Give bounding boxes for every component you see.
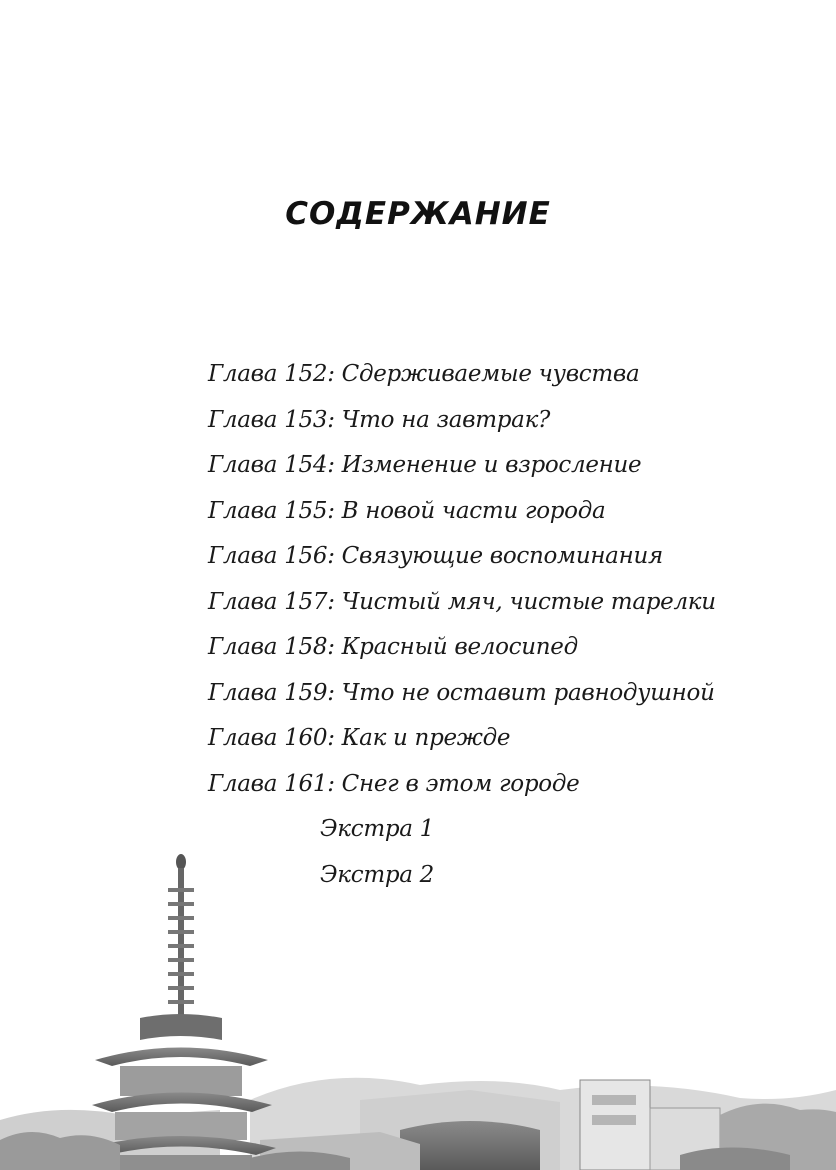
page-title: СОДЕРЖАНИЕ xyxy=(285,196,551,232)
chapter-title: Чистый мяч, чистые тарелки xyxy=(341,588,716,615)
toc-entry-161[interactable] xyxy=(208,762,716,808)
chapter-title: Связующие воспоминания xyxy=(341,543,663,569)
chapter-title: Красный велосипед xyxy=(341,634,578,660)
toc-entry-153[interactable] xyxy=(208,398,716,444)
toc-entry-160[interactable] xyxy=(208,716,716,762)
chapter-title: Что на завтрак? xyxy=(341,406,551,433)
chapter-title: Изменение и взросление xyxy=(341,452,642,478)
chapter-number: Глава 156: xyxy=(208,543,335,569)
toc-entry-154[interactable] xyxy=(208,443,716,489)
temple-roof-shape xyxy=(400,1121,540,1170)
chapter-number: Глава 158: xyxy=(208,634,335,660)
chapter-title: Как и прежде xyxy=(341,725,511,751)
toc-entry-157[interactable] xyxy=(208,580,716,626)
pagoda-skyline-illustration xyxy=(0,840,836,1170)
chapter-number: Глава 153: xyxy=(208,406,335,433)
toc-entry-155[interactable] xyxy=(208,489,716,535)
chapter-number: Глава 152: xyxy=(208,361,335,387)
chapter-title: Сдерживаемые чувства xyxy=(341,361,640,387)
toc-entry-158[interactable] xyxy=(208,625,716,671)
table-of-contents xyxy=(208,352,716,898)
toc-entry-156[interactable] xyxy=(208,534,716,580)
chapter-number: Глава 160: xyxy=(208,725,335,751)
chapter-number: Глава 161: xyxy=(208,770,335,797)
building-window-shape xyxy=(592,1095,636,1105)
chapter-title: Что не оставит равнодушной xyxy=(341,679,715,706)
chapter-number: Глава 155: xyxy=(208,497,335,524)
chapter-number: Глава 154: xyxy=(208,452,335,478)
chapter-number: Глава 157: xyxy=(208,588,335,615)
chapter-title: Снег в этом городе xyxy=(341,770,580,797)
chapter-number: Глава 159: xyxy=(208,679,335,706)
chapter-title: В новой части города xyxy=(341,497,606,524)
extra-title: Экстра 2 xyxy=(320,861,435,888)
toc-entry-159[interactable] xyxy=(208,671,716,717)
extra-title: Экстра 1 xyxy=(320,816,435,842)
building-window-shape xyxy=(592,1115,636,1125)
toc-entry-152[interactable] xyxy=(208,352,716,398)
pagoda-shape xyxy=(88,854,276,1170)
